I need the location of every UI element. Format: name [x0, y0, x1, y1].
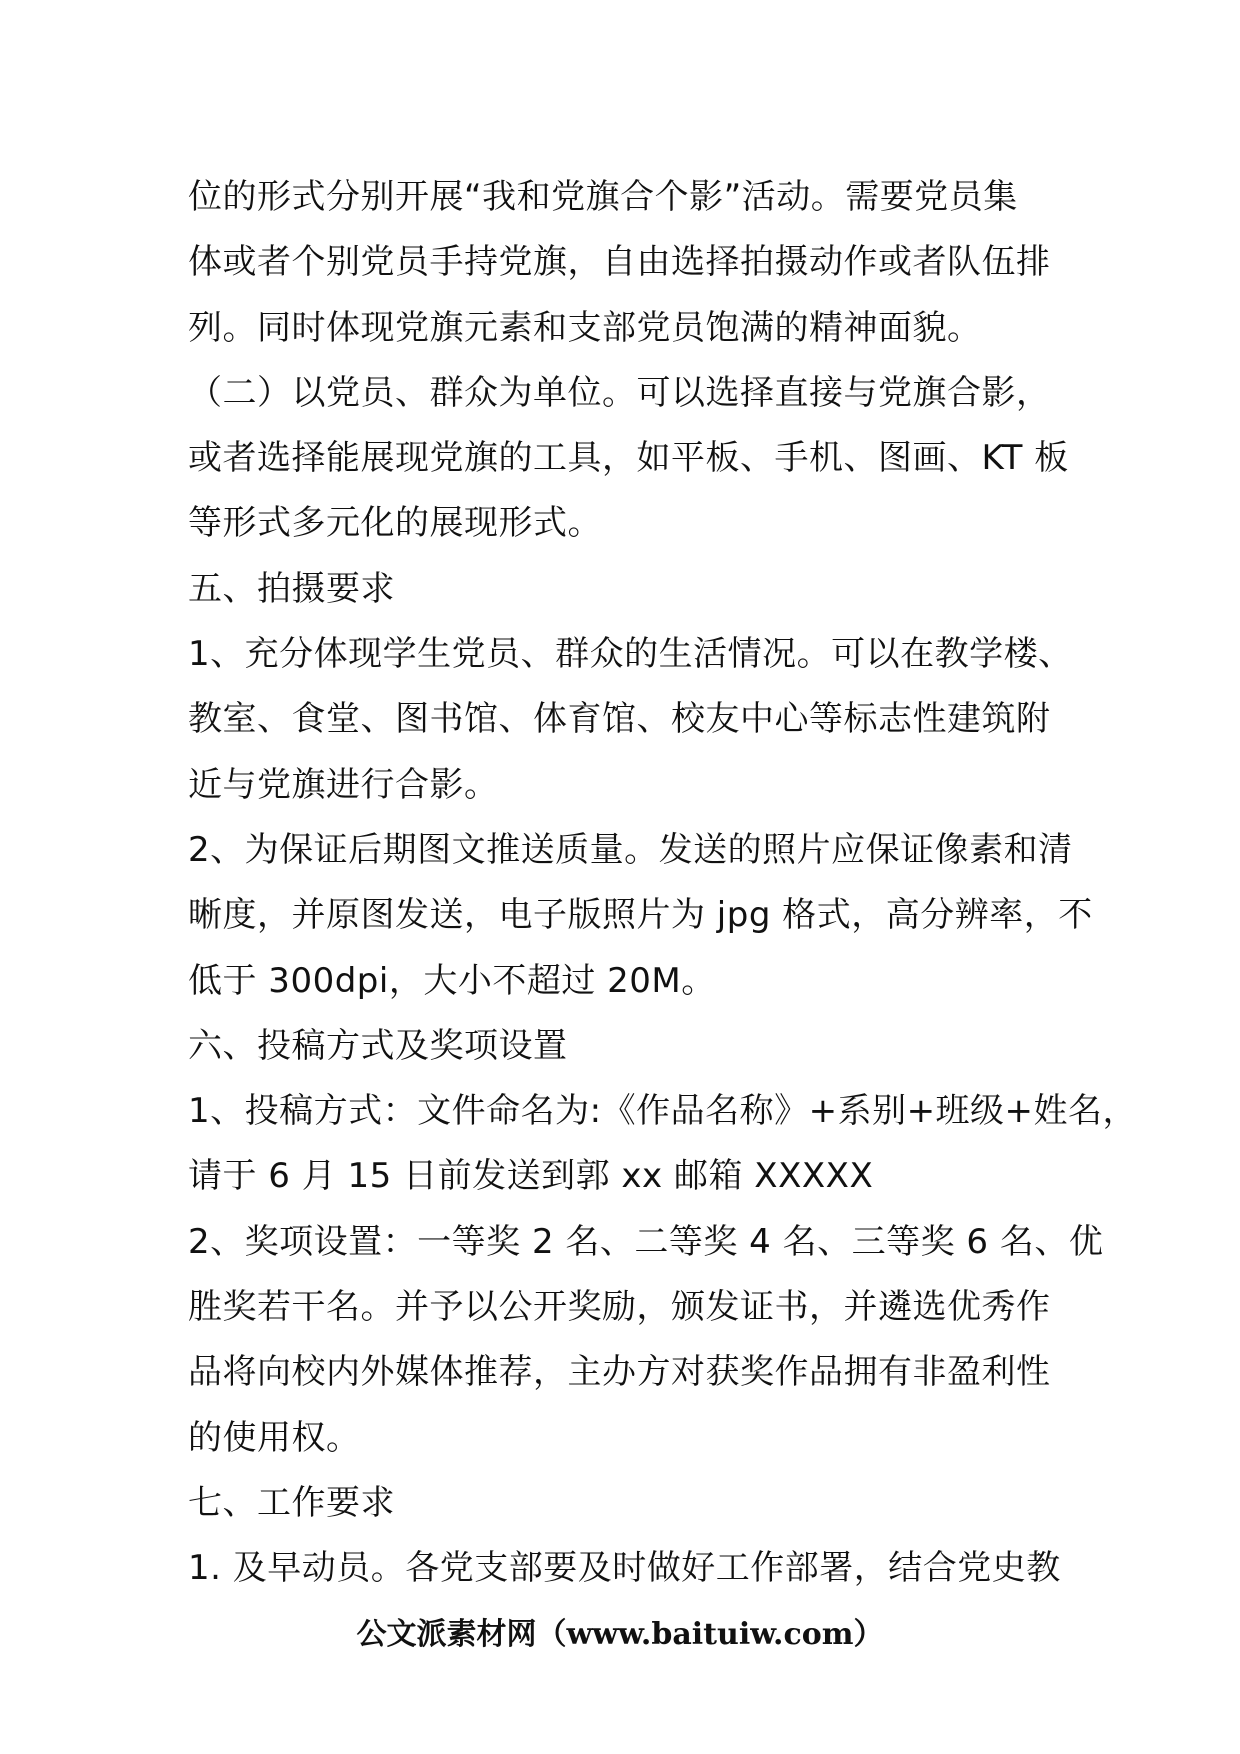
text-line: 等形式多元化的展现形式。 [188, 503, 602, 544]
section-heading: 五、拍摄要求 [188, 568, 395, 609]
text-line: 胜奖若干名。并予以公开奖励，颁发证书，并遴选优秀作 [188, 1287, 1051, 1328]
text-line: 品将向校内外媒体推荐，主办方对获奖作品拥有非盈利性 [188, 1352, 1051, 1393]
text-line: 位的形式分别开展“我和党旗合个影”活动。需要党员集 [188, 177, 1018, 217]
text-line: 2、奖项设置：一等奖 2 名、二等奖 4 名、三等奖 6 名、优 [188, 1221, 1104, 1262]
text-line: 体或者个别党员手持党旗，自由选择拍摄动作或者队伍排 [188, 242, 1051, 283]
text-line: 晰度，并原图发送，电子版照片为 jpg 格式，高分辨率，不 [188, 895, 1093, 936]
text-line: 1. 及早动员。各党支部要及时做好工作部署，结合党史教 [188, 1548, 1061, 1589]
text-line: 1、投稿方式：文件命名为:《作品名称》+系别+班级+姓名， [188, 1091, 1138, 1132]
text-line: 低于 300dpi，大小不超过 20M。 [188, 960, 716, 1001]
text-line: （二）以党员、群众为单位。可以选择直接与党旗合影， [188, 372, 1051, 413]
text-line: 的使用权。 [188, 1417, 361, 1458]
document-body [188, 165, 1138, 1602]
text-line: 列。同时体现党旗元素和支部党员饱满的精神面貌。 [188, 307, 982, 348]
text-line: 教室、食堂、图书馆、体育馆、校友中心等标志性建筑附 [188, 699, 1051, 740]
text-line: 2、为保证后期图文推送质量。发送的照片应保证像素和清 [188, 829, 1073, 870]
text-line: 近与党旗进行合影。 [188, 764, 499, 805]
text-line: 或者选择能展现党旗的工具，如平板、手机、图画、KT 板 [188, 438, 1069, 479]
text-line: 请于 6 月 15 日前发送到郭 xx 邮箱 XXXXX [188, 1156, 874, 1197]
section-heading: 七、工作要求 [188, 1482, 395, 1523]
footer-watermark: 公文派素材网（www.baituiw.com） [356, 1617, 884, 1652]
text-line: 1、充分体现学生党员、群众的生活情况。可以在教学楼、 [188, 634, 1073, 675]
section-heading: 六、投稿方式及奖项设置 [188, 1025, 568, 1066]
